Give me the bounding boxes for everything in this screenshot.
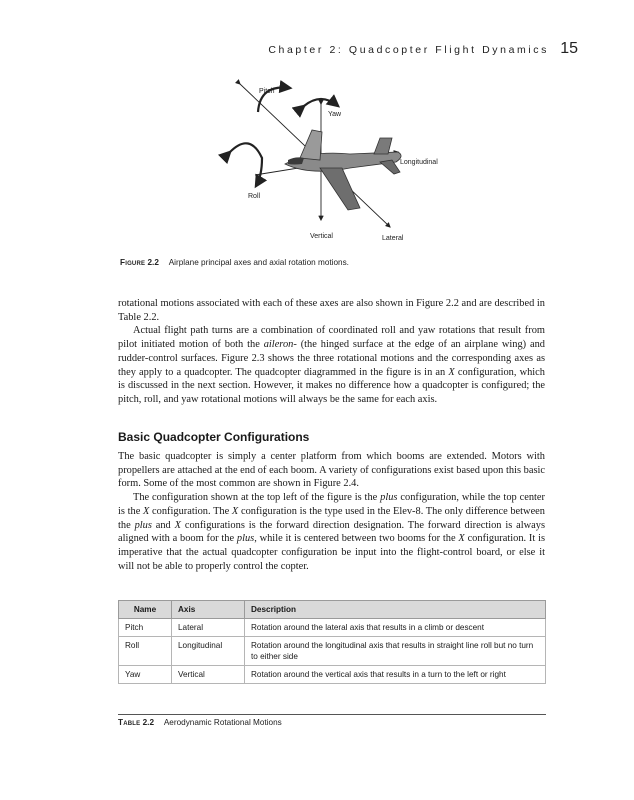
table-row <box>119 619 546 637</box>
airplane-diagram <box>200 72 470 252</box>
page-number: 15 <box>560 40 578 57</box>
table-cell-axis: Vertical <box>172 666 245 684</box>
table-cell-axis: Longitudinal <box>172 637 245 666</box>
paragraph-4: The configuration shown at the top left of the figure is the plus configuration, while the top center is the X configuration. The X configuration is the type used in the Elev-8. The only difference between the plus and X configurations is the forward direction designation. The forward direction is always aligned with a boom for the plus, while it is centered between two booms for the X configuration. It is imperative that the actual quadcopter configuration be input into the flight-control board, or else it will not be able to properly control the copter. <box>118 492 546 572</box>
lateral-label: Lateral <box>382 235 404 242</box>
table-cell-axis: Lateral <box>172 619 245 637</box>
vertical-label: Vertical <box>310 233 333 240</box>
roll-rotation-arrow <box>230 143 262 186</box>
yaw-label: Yaw <box>328 111 342 118</box>
airplane-axes-figure <box>200 72 470 252</box>
section-heading: Basic Quadcopter Configurations <box>118 430 310 444</box>
roll-label: Roll <box>248 193 261 200</box>
table-caption-text: Aerodynamic Rotational Motions <box>163 718 282 727</box>
table-row <box>119 637 546 666</box>
body-paragraphs-top <box>118 297 545 407</box>
table-cell-name: Pitch <box>119 619 172 637</box>
body-paragraphs-bottom <box>118 450 545 573</box>
figure-caption <box>120 258 560 267</box>
table-row <box>119 666 546 684</box>
table-cell-description: Rotation around the longitudinal axis that results in straight line roll but no turn to either side <box>245 637 546 666</box>
table-header-description: Description <box>245 601 546 619</box>
longitudinal-label: Longitudinal <box>400 159 438 166</box>
table-caption <box>118 718 282 727</box>
table-caption-number: 2.2 <box>142 718 155 727</box>
table-cell-name: Roll <box>119 637 172 666</box>
figure-caption-tag: Figure <box>120 258 146 267</box>
table-cell-name: Yaw <box>119 666 172 684</box>
table-header-axis: Axis <box>172 601 245 619</box>
paragraph-2: Actual flight path turns are a combination of coordinated roll and yaw rotations that result from pilot initiated motion of both the aileron- (the hinged surface at the edge of an airplane wing) and rudder-control surfaces. Figure 2.3 shows the three rotational motions and the corresponding axes as they apply to a quadcopter. The quadcopter diagrammed in the figure is in an X configuration, which is discussed in the next section. However, it makes no difference how a quadcopter is configured; the pitch, roll, and yaw rotational motions will always be the same for each axis. <box>118 325 546 405</box>
paragraph-1: rotational motions associated with each of these axes are also shown in Figure 2.2 and are described in Table 2.2. <box>118 298 545 323</box>
page-header <box>0 40 634 60</box>
table-header-row <box>119 601 546 619</box>
table-divider <box>118 714 546 715</box>
table-caption-tag: Table <box>118 718 141 727</box>
figure-caption-number: 2.2 <box>147 258 159 267</box>
table-cell-description: Rotation around the vertical axis that results in a turn to the left or right <box>245 666 546 684</box>
chapter-title: Chapter 2: Quadcopter Flight Dynamics <box>268 44 549 56</box>
airplane-icon <box>285 130 401 210</box>
table-header-name: Name <box>119 601 172 619</box>
pitch-label: Pitch <box>259 88 275 95</box>
rotational-motions-table <box>118 600 546 684</box>
table-cell-description: Rotation around the lateral axis that results in a climb or descent <box>245 619 546 637</box>
figure-caption-text: Airplane principal axes and axial rotation motions. <box>168 258 349 267</box>
paragraph-3: The basic quadcopter is simply a center platform from which booms are extended. Motors with propellers are attached at the end of each boom. A variety of configurations exist based upon this basic form. Some of the most common are shown in Figure 2.4. <box>118 451 545 490</box>
